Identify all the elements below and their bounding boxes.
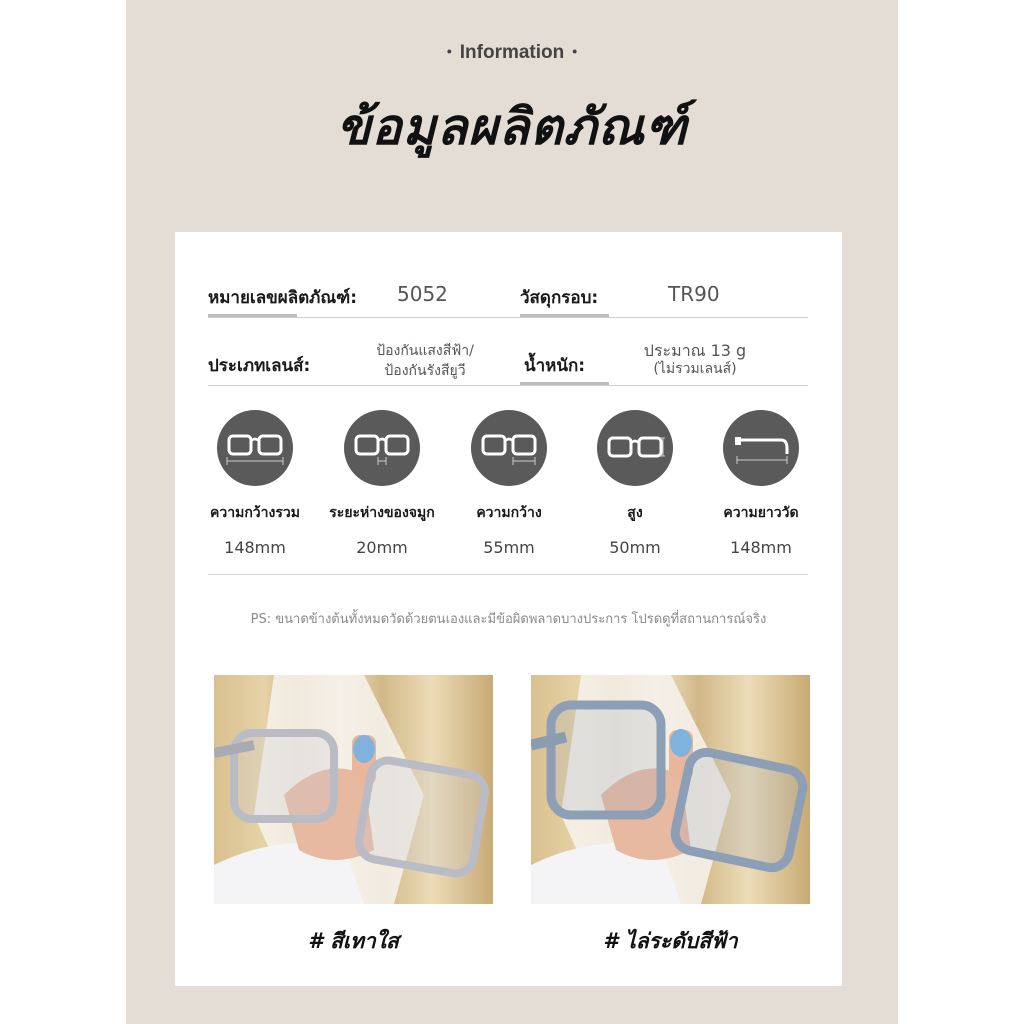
model-number-value: 5052 [397,282,448,306]
info-card [175,232,842,986]
measurement-value: 50mm [609,538,661,557]
variant-caption: # สีเทาใส [308,929,399,953]
glasses-lens-height-icon [597,410,673,486]
lens-type-line2: ป้องกันรังสียูวี [384,363,466,379]
glasses-bridge-icon [344,410,420,486]
measurement-bridge [317,410,447,557]
bullet-dot-left: • [446,43,452,59]
measurement-value: 148mm [730,538,792,557]
section-subtitle [126,42,898,64]
measurement-lens-height [570,410,700,557]
measurement-label: ระยะห่างของจมูก [329,505,435,521]
variant-caption: # ไล่ระดับสีฟ้า [603,929,738,953]
subtitle-text: Information [459,42,565,63]
measurement-lens-width [444,410,574,557]
divider [208,385,808,386]
glasses-lens-width-icon [471,410,547,486]
measurement-label: ความยาววัด [723,505,799,521]
frame-material-value: TR90 [668,282,720,306]
lens-type-label: ประเภทเลนส์: [208,356,311,376]
measurement-total-width [190,410,320,557]
glasses-temple-length-icon [723,410,799,486]
weight-line1: ประมาณ 13 g [643,341,747,360]
measurement-label: สูง [627,505,643,521]
page-title: ข้อมูลผลิตภัณฑ์ [336,98,688,156]
measurement-label: ความกว้างรวม [210,505,300,521]
frame-material-label: วัสดุกรอบ: [520,288,599,308]
divider [208,574,808,575]
weight-value [625,341,765,379]
product-photo-clear-grey [214,675,493,904]
product-photo-blue-gradient [531,675,810,904]
lens-type-value [350,341,500,381]
weight-line2: (ไม่รวมเลนส์) [653,361,737,377]
measurement-label: ความกว้าง [476,505,542,521]
measurement-note: PS: ขนาดข้างต้นทั้งหมดวัดด้วยตนเองและมีข้อผิดพลาดบางประการ โปรดดูที่สถานการณ์จริง [250,612,767,627]
measurement-value: 20mm [356,538,408,557]
lens-type-line1: ป้องกันแสงสีฟ้า/ [376,343,474,359]
bullet-dot-right: • [572,43,578,59]
measurement-value: 55mm [483,538,535,557]
weight-label: น้ำหนัก: [524,356,586,376]
measurement-temple-length [696,410,826,557]
divider [208,317,808,318]
glasses-total-width-icon [217,410,293,486]
model-number-label: หมายเลขผลิตภัณฑ์: [208,288,358,308]
measurement-value: 148mm [224,538,286,557]
